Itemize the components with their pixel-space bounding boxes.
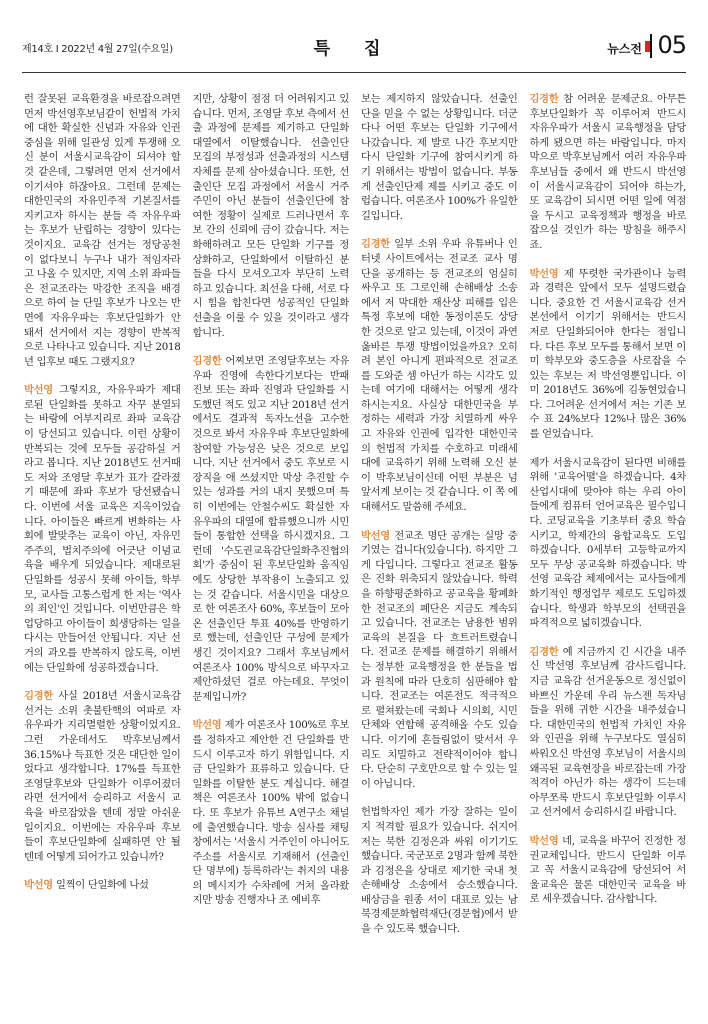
paragraph-text: 네, 교육을 바꾸어 진정한 정권교체입니다. 반드시 단일화 이루고 꼭 서울시교육감에 당선되어 서울교육은 물론 대한민국 교육을 바로 세우겠습니다. 감사합니다. xyxy=(529,834,686,906)
paragraph-text: 그렇지요, 자유우파가 제대로된 단일화를 못하고 자꾸 분열되는 바람에 어부지리로 좌파 교육감이 당선되고 있습니다. 이런 상황이 반복되는 것에 모두들 공감하실 거라고 봅니다. 지난 2018년도 선거때도 저와 조영달 후보가 표가 갈라졌기 때문에 좌파 후보가 당선됐습니다. 이번에 서울 교육은 지옥이었습니다. 아이들은 빠르게 변화하는 사회에 발맞추는 교육이 아닌, 자유민주주의, 법치주의에 어긋난 이념교육을 배우게 되었습니다. 제대로된 단일화를 성공시 못해 아이들, 학부모, 교사들 고통스럽게 한 저는 '역사의 죄인'인 것입니다. 이번만큼은 학업당하고 아이들이 희생당하는 일을 다시는 만들어선 안됩니다. 지난 선거의 과오를 반복하지 않도록, 이번에는 단일화에 성공하겠습니다. xyxy=(24,384,181,674)
header-rule xyxy=(22,72,686,73)
paragraph-text: 보는 제지하지 않았습니다. 선출인단을 믿을 수 없는 상황입니다. 더군다나 어떤 후보는 단일화 기구에서 나갔습니다. 제 발로 나간 후보지만 다시 단일화 기구에 참여시키게 하기 위해서는 방법이 없습니다. 부동게 선출인단제 제를 시키고 중도 이럽습니다. 여론조사 100%가 유일한 길입니다. xyxy=(361,93,518,222)
speaker-name: 박선영 xyxy=(24,879,53,892)
paragraph xyxy=(361,237,518,514)
paragraph xyxy=(530,267,687,442)
paragraph-text: 제가 서울시교육감이 된다면 비해를 위해 '교육어뗠'을 하겠습니다. 4차 산업시대에 맞아야 하는 우리 아이들에게 컴퓨터 언어교육은 필수입니다. 코딩교육을 기초부터 중요 학습시키고, 학제간의 융합교육도 도입하겠습니다. 0세부터 고등학교까지 모두 무상 공교육화 하겠습니다. 박선영 교육감 체제에서는 교사들에게 화기적인 행정업무 제로도 도입하겠습니다. 학생과 학부모의 선택권을 파격적으로 넓히겠습니다. xyxy=(529,456,686,630)
paragraph xyxy=(361,529,518,792)
paragraph-text: 런 잘못된 교육환경을 바로잡으려면 먼저 박선영후보님같이 헌법적 가치에 대한 확실한 신념과 자유와 인권 중심을 위해 일관성 있게 투쟁해 오신 분이 서울시교육감이 되셔야 할 것 같은데, 그렇려면 먼저 선거에서 이기셔야 하잖아요. 그런데 문제는 대한민국의 자유민주적 기본질서를 지키고자 하시는 분들 즉 자유우파는 후보가 난립하는 경향이 있다는 것이지요. 교육감 선거는 정당공천이 없다보니 누구나 내가 적임자라고 나올 수 있지만, 지역 소위 좌파들은 전교조라는 막강한 조직을 배경으로 하여 늘 단일 후보가 나오는 반면에 자유우파는 후보단일화가 안 돼서 선거에서 지는 경향이 반복적으로 나타나고 있습니다. 지난 2018년 입후보 때도 그랬지요? xyxy=(24,93,181,368)
column-1 xyxy=(24,92,181,1018)
logo-text: 뉴스전 xyxy=(607,42,642,56)
paragraph-text: 참 어려운 문제군요. 아무튼 후보단일화가 꼭 이루어져 반드시 자유우파가 서울시 교육행정을 담당하게 됐으면 하는 바람입니다. 마지막으로 박후보님께서 여러 자유우파 후보님들 중에서 왜 반드시 박선영이 서울시교육감이 되어야 하는가, 또 교육감이 되시면 어떤 일에 역점을 두시고 교육정책과 행정을 바로잡으실 것인가 하는 방침을 해주시죠. xyxy=(529,93,686,251)
paragraph-text: 예 지금까지 긴 시간을 내주신 박선영 후보님께 감사드립니다. 지금 교육감 선거운동으로 정신없이 바쁘신 가운데 우리 뉴스젠 독자님들을 위해 귀한 시간을 내주셨습니다. 대한민국의 헌법적 가치인 자유와 인권을 위해 누구보다도 열심히 싸워오신 박선영 후보님이 서울시의 왜곡된 교육현장을 바로잡는데 가장 적격이 아닌가 하는 생각이 드는데 아무쪼록 반드시 후보단일화 이루시고 선거에서 승리하시길 바랍니다. xyxy=(529,645,686,819)
paragraph xyxy=(193,354,350,704)
paragraph-text: 제가 여론조사 100%로 후보를 정하자고 제안한 건 단일화를 반드시 이루고자 하기 위함입니다. 지금 단일화가 표류하고 있습니다. 단일화를 이탈한 분도 계십니다. 해결책은 여론조사 100% 밖에 없습니다. 또 후보가 유튜브 A연구소 채널에 출연했습니다. 방송 심사를 채팅창에서는 '서울시 거주인이 아니어도 주소를 서울시로 기재해서 (선출인단 명부에) 등록하라'는 취지의 내용의 메시지가 수차례에 거쳐 올라왔지만 방송 진행자나 조 예비후 xyxy=(192,719,349,907)
paragraph xyxy=(361,92,518,223)
speaker-name: 김경한 xyxy=(529,93,559,105)
paragraph xyxy=(24,689,181,864)
paragraph-text: 헌법학자인 제가 가장 잘하는 일이지 적격할 필요가 있습니다. 쉬지어 저는 북한 김정은과 싸워 이기기도 했습니다. 국군포로 2명과 함께 북한과 김정은을 상대로 제기한 국내 첫 손해배상 소송에서 승소했습니다. 배상금을 원종 서이 대표로 있는 남북경제문화협력재단(경문협)에서 받을 수 있도록 했습니다. xyxy=(361,806,518,936)
paragraph xyxy=(530,834,687,907)
paragraph xyxy=(530,645,687,820)
paragraph-text: 전교조 명단 공개는 실망 중기였는 겁니다(있습니다). 하지만 그게 다입니다. 그렇다고 전교조 활동은 진화 위축되지 않았습니다. 학력을 하향평준화하고 공교육을 황폐화한 전교조의 폐단은 지금도 계속되고 있습니다. 전교조는 남용한 범위 교육의 본질을 다 흐트러트렸습니다. 전교조 문제를 해결하기 위해서는 정부한 교육행정을 한 분들을 법과 원칙에 따라 단호히 심판해야 합니다. 전교조는 여론전도 적극적으로 펼쳐왔는데 국회나 시의회, 시민단체와 연합해 공격해올 수도 있습니다. 이기에 흔들림없이 맞서서 우리도 치밀하고 전략적이어야 합니다. 단순히 구호만으로 할 수 있는 일이 아닙니다. xyxy=(361,529,518,790)
paragraph-text: 일찍이 단일화에 나섰 xyxy=(55,879,149,892)
speaker-name: 김경한 xyxy=(192,355,222,368)
speaker-name: 박선영 xyxy=(361,529,390,542)
paragraph xyxy=(530,92,687,253)
paragraph xyxy=(24,383,181,675)
issue-info: 제14호 I 2022년 4월 27일(수요일) xyxy=(22,44,173,55)
speaker-name: 박선영 xyxy=(24,384,53,397)
newsgen-logo xyxy=(607,40,642,57)
paragraph xyxy=(24,878,181,893)
paragraph xyxy=(361,805,518,936)
speaker-name: 김경한 xyxy=(24,690,53,703)
speaker-name: 박선영 xyxy=(529,267,559,280)
speaker-name: 김경한 xyxy=(361,238,390,251)
page-header xyxy=(22,30,686,72)
paragraph-text: 어찌보면 조영달후보는 자유우파 진영에 속한다기보다는 반패 진보 또는 좌파 진영과 단일화를 시도했던 적도 있고 지난 2018년 선거에서도 결과적 독자노선을 고수한 것으로 봐서 자유우파 후보단일화에 참여할 가능성은 낮은 것으로 보입니다. 지난 선거에서 중도 후보로 시장직을 애 쓰셨지만 막상 추진할 수 있는 성과를 거의 내지 못했으며 특히 이번에는 안철수씨도 확실한 자유우파의 대열에 합류했으니까 시민들이 통합한 선택을 하시겠지요. 그런데 '수도권교육감단일화추진협의회'가 중심이 된 후보단일화 움직임에도 상당한 부작용이 노출되고 있는 것 같습니다. 서울시민을 대상으로 한 여론조사 60%, 후보들이 모아온 선출인단 투표 40%를 반영하기로 했는데, 선출인단 구성에 문제가 생긴 것이지요? 그래서 후보님께서 여론조사 100% 방식으로 바꾸자고 제안하셨던 걸로 아는데요. 무엇이 문제입니까? xyxy=(192,355,349,703)
paragraph-text: 일부 소위 우파 유튜버나 인터넷 사이트에서는 전교조 교사 명단을 공개하는 등 전교조의 엄실히 싸우고 또 그로인해 손해배상 소송에서 저 막대한 재산상 피해를 입은 특정 후보에 대한 동정이론도 상당한 것으로 알고 있는데, 이것이 과연 옳바른 투쟁 방법이었을까요? 오히려 본인 아니게 편파적으로 전교조를 도와준 셈 아닌가 하는 시각도 있는데 여기에 대해서는 어떻게 생각하시는지요. 사실상 대한민국을 부정하는 세력과 가장 치열하게 싸우고 자유와 인권에 입각한 대한민국의 헌법적 가치를 수호하고 미래세대에 교육하기 위해 노력해 오신 분이 박후보님이신데 어떤 부분은 넘 앞서계 보이는 것 같습니다. 이 쪽 에 대해서도 말씀해 주세요. xyxy=(361,238,518,514)
column-4 xyxy=(530,92,687,1018)
paragraph-text: 지만, 상황이 점점 더 어려워지고 있습니다. 먼저, 조영달 후보 측에서 선출 과정에 문제를 제기하고 단일화 대열에서 이탈했습니다. 선출인단 모집의 부정성과 선출과정의 시스템 자체를 문제 삼아셨습니다. 또한, 선출인단 모집 과정에서 서울시 거주 주민이 아닌 분들이 선출인단에 참여한 정황이 실제로 드러나면서 후보 간의 신뢰에 금이 갔습니다. 저는 화해하려고 모든 단일화 기구를 정상화하고, 단일화에서 이탈하신 분들을 다시 모셔오고자 부단히 노력하고 있습니다. 최선을 다해, 서로 다시 힘을 합친다면 성공적인 단일화 선출을 이룰 수 있을 것이라고 생각합니다. xyxy=(192,93,349,339)
paragraph xyxy=(193,92,350,340)
column-3 xyxy=(361,92,518,1018)
article-columns xyxy=(24,92,686,1018)
column-2 xyxy=(193,92,350,1018)
paragraph xyxy=(24,92,181,369)
paragraph xyxy=(193,718,350,908)
speaker-name: 박선영 xyxy=(529,834,559,847)
paragraph xyxy=(530,456,687,631)
speaker-name: 김경한 xyxy=(529,645,559,658)
speaker-name: 박선영 xyxy=(192,719,222,732)
header-divider xyxy=(650,34,652,58)
paragraph-text: 제 뚜렷한 국가관이나 능력과 경력은 앞에서 모두 설명드렸습니다. 중요한 건 서울시교육감 선거 본선에서 이기기 위해서는 반드시 저로 단일화되어야 한다는 점입니다. 다른 후보 모두를 통해서 보면 이미 학부모와 중도층을 사로잡을 수 있는 후보는 저 박선영뿐입니다. 이미 2018년도 36%에 김동현었습니다. 그어려운 선거에서 저는 기존 보수 표 24%보다 12%나 많은 36%를 얻었습니다. xyxy=(529,267,686,441)
section-title: 특 집 xyxy=(313,39,395,59)
page-number: 05 xyxy=(657,31,686,59)
paragraph-text: 사실 2018년 서울시교육감 선거는 소위 촛불탄핵의 여파로 자유우파가 지리멸렬한 상황이었지요. 그런 가운데서도 박후보님께서 36.15%나 득표한 것은 대단한 일이었다고 생각합니다. 17%를 득표한 조영달후보와 단일화가 이루어졌더라면 선거에서 승리하고 서울시 교육을 바로잡았을 텐데 정말 아쉬운 일이지요. 이번에는 자유우파 후보들이 후보단일화에 실패하면 안 될 텐데 어떻게 되어가고 있습니까? xyxy=(24,690,181,863)
